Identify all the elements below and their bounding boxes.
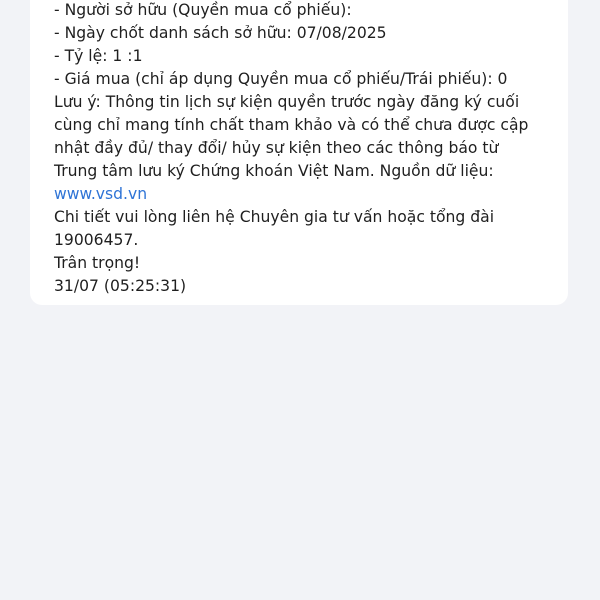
note-line-2: cùng chỉ mang tính chất tham khảo và có thể chưa được cập [54,116,529,134]
contact-line-2: 19006457. [54,231,139,249]
note-line-1: Lưu ý: Thông tin lịch sự kiện quyền trước ngày đăng ký cuối [54,93,520,111]
note-line-4: Trung tâm lưu ký Chứng khoán Việt Nam. Nguồn dữ liệu: [54,162,494,180]
note-line-3: nhật đầy đủ/ thay đổi/ hủy sự kiện theo các thông báo từ [54,139,499,157]
price-line: - Giá mua (chỉ áp dụng Quyền mua cổ phiếu/Trái phiếu): 0 [54,70,508,88]
record-date-line: - Ngày chốt danh sách sở hữu: 07/08/2025 [54,24,387,42]
signoff: Trân trọng! [54,254,141,272]
timestamp: 31/07 (05:25:31) [54,277,187,295]
ratio-line: - Tỷ lệ: 1 :1 [54,47,143,65]
cut-off-line: - Người sở hữu (Quyền mua cổ phiếu): [54,1,352,19]
contact-line-1: Chi tiết vui lòng liên hệ Chuyên gia tư vấn hoặc tổng đài [54,208,495,226]
message-body [54,0,558,298]
message-card [30,0,568,305]
vsd-link[interactable]: www.vsd.vn [54,185,148,203]
